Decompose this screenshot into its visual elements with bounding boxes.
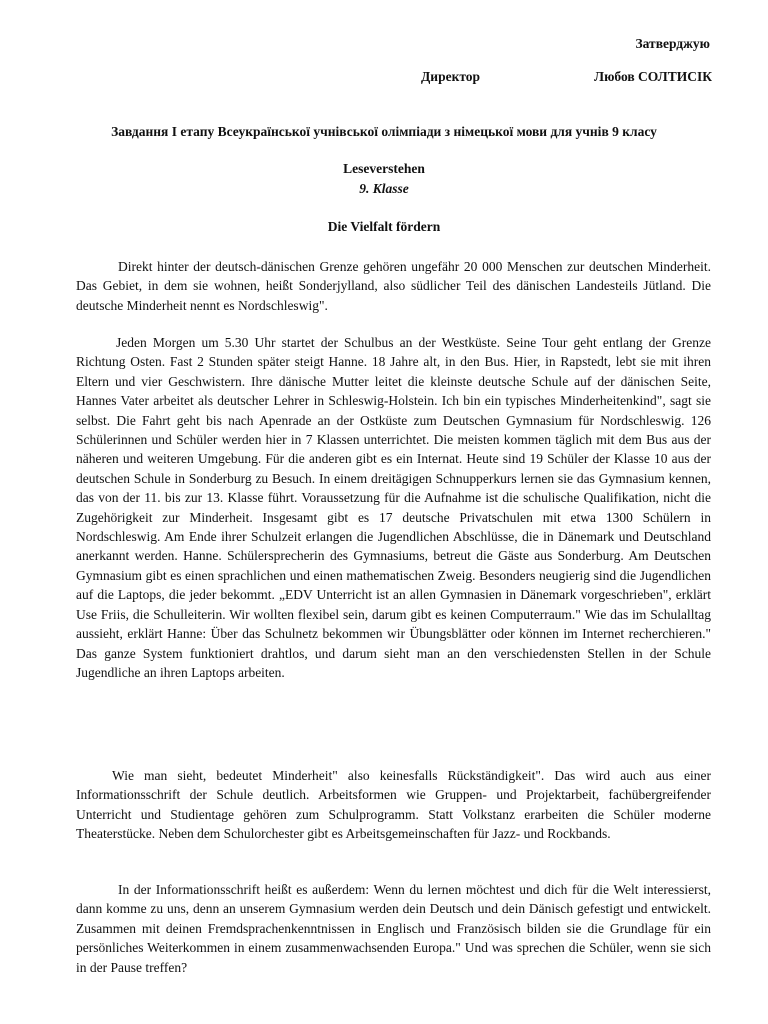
- paragraph-4: In der Informationsschrift heißt es außerdem: Wenn du lernen möchtest und dich für die Welt interessierst, dann komme zu uns, denn an unserem Gymnasium werden dein Deutsch und dein Dänisch gefestigt und entwickelt. Zusammen mit deinen Fremdsprachenkenntnissen in Englisch und Französisch bilden sie die Grundlage für ein persönliches Weiterkommen in einem zusammenwachsenden Europa." Und was sprechen die Schüler, wenn sie sich in der Pause treffen?: [76, 882, 711, 975]
- paragraph-3: Wie man sieht, bedeutet Minderheit" also keinesfalls Rückständigkeit". Das wird auch aus einer Informationsschrift der Schule deutlich. Arbeitsformen wie Gruppen- und Projektarbeit, fachübergreifender Unterricht und Studientage gehören zum Schulprogramm. Statt Volkstanz erarbeiten die Schüler moderne Theaterstücke. Neben dem Schulorchester gibt es Arbeitsgemeinschaften für Jazz- und Rockbands.: [76, 768, 711, 842]
- task-title: Завдання І етапу Всеукраїнської учнівської олімпіади з німецької мови для учнів 9 класу: [111, 124, 657, 139]
- text-title: Die Vielfalt fördern: [327, 219, 441, 234]
- section-subtitle: Leseverstehen: [343, 161, 425, 176]
- grade-label: 9. Klasse: [359, 181, 409, 196]
- director-name: Любов СОЛТИСІК: [594, 69, 712, 84]
- paragraph-2: Jeden Morgen um 5.30 Uhr startet der Schulbus an der Westküste. Seine Tour geht entlang der Grenze Richtung Osten. Fast 2 Stunden später steigt Hanne. 18 Jahre alt, in den Bus. Hier, in Rapstedt, lebt sie mit ihren Eltern und vier Geschwistern. Ihre dänische Mutter leitet die kleinste deutsche Schule auf der dänischen Seite, Hannes Vater arbeitet als deutscher Lehrer in Schleswig-Holstein. Ich bin ein typisches Minderheitenkind", sagt sie selbst. Die Fahrt geht bis nach Apenrade an der Ostküste zum Deutschen Gymnasium für Nordschleswig. 126 Schülerinnen und Schüler werden hier in 7 Klassen unterrichtet. Die meisten kommen täglich mit dem Bus aus der näheren und weiteren Umgebung. Für die anderen gibt es ein Internat. Heute sind 19 Schüler der Klasse 10 aus der deutschen Schule in Sonderburg zu Besuch. In einem dreitägigen Schnupperkurs lernen sie das Gymnasium kennen, das von der 11. bis zur 13. Klasse führt. Voraussetzung für die Aufnahme ist die schulische Qualifikation, nicht die Zugehörigkeit zur Minderheit. Insgesamt gibt es 17 deutsche Privatschulen mit etwa 1300 Schülern in Nordschleswig. Am Ende ihrer Schulzeit erlangen die Jugendlichen Abschlüsse, die in Dänemark und Deutschland anerkannt werden. Hanne. Schülersprecherin des Gymnasiums, betreut die Gäste aus Sonderburg. Am Deutschen Gymnasium gibt es einen sprachlichen und einen mathematischen Zweig. Besonders neugierig sind die Jugendlichen auf die Laptops, die jeder bekommt. „EDV Unterricht ist an allen Gymnasien in Dänemark vorgeschrieben", erklärt Use Friis, die Schulleiterin. Wir wollten flexibel sein, darum gibt es keinen Computerraum." Wie das im Schulalltag aussieht, erklärt Hanne: Über das Schulnetz bekommen wir Übungsblätter oder können im Internet recherchieren." Das ganze System funktioniert drahtlos, und darum sieht man an den verschiedensten Stellen in der Schule Jugendliche an ihren Laptops arbeiten.: [76, 335, 711, 680]
- approval-label: Затверджую: [635, 36, 710, 51]
- paragraph-1: Direkt hinter der deutsch-dänischen Grenze gehören ungefähr 20 000 Menschen zur deutschen Minderheit. Das Gebiet, in dem sie wohnen, heißt Sonderjylland, also südlicher Teil des dänischen Landesteils Jütland. Die deutsche Minderheit nennt es Nordschleswig".: [76, 259, 711, 313]
- director-label: Директор: [421, 69, 481, 84]
